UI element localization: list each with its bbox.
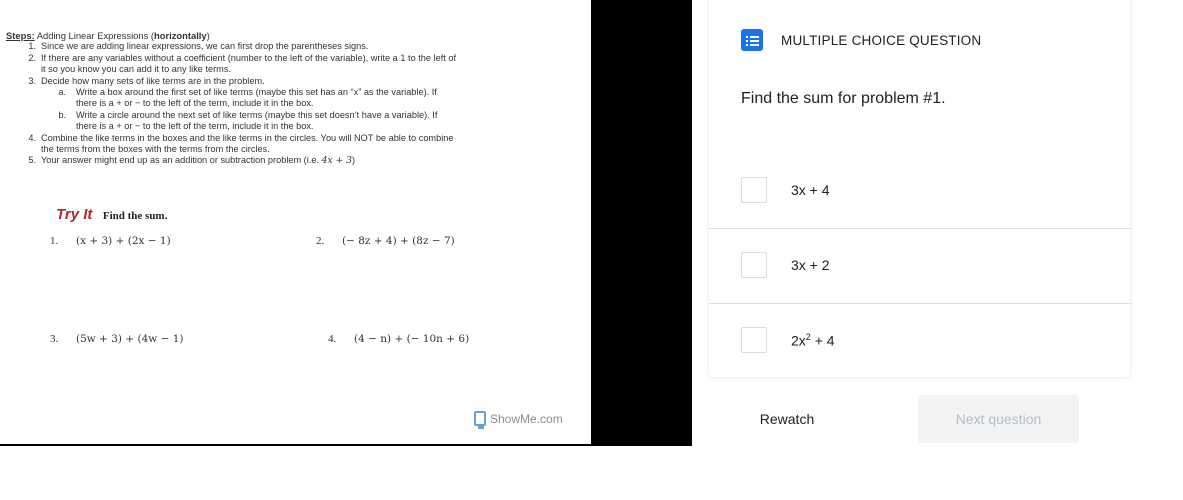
answer-option[interactable] <box>709 303 1132 378</box>
checkbox[interactable] <box>741 252 767 278</box>
step-item: 2. If there are any variables without a coefficient (number to the left of the variable), write a 1 to the left of it so you know you can add it to any like terms. <box>28 52 457 75</box>
showme-text: ShowMe.com <box>490 411 563 426</box>
try-it-instruction: Find the sum. <box>102 210 168 222</box>
checkbox[interactable] <box>741 327 767 353</box>
worksheet <box>6 30 486 167</box>
try-it-logo: Try It <box>56 206 93 223</box>
checkbox[interactable] <box>741 177 767 203</box>
heading-pre: Adding Linear Expressions ( <box>36 30 155 41</box>
showme-watermark <box>474 411 563 426</box>
heading-bold: horizontally <box>154 30 207 41</box>
heading-post: ) <box>206 30 210 41</box>
try-it-heading <box>56 206 167 224</box>
problem-3: 3. (5w + 3) + (4w − 1) <box>50 333 184 345</box>
showme-logo-icon <box>474 411 486 426</box>
option-label: 3x + 2 <box>791 257 830 273</box>
option-label: $2x^2 + 4$ <box>791 332 835 349</box>
question-card <box>708 0 1131 378</box>
problem-1: 1. (x + 3) + (2x − 1) <box>50 235 171 247</box>
answer-option[interactable] <box>709 228 1132 303</box>
video-border <box>0 444 692 446</box>
step-item: 1. Since we are adding linear expressions, we can first drop the parentheses signs. <box>28 41 369 52</box>
step5-math: 4x + 3 <box>321 155 352 167</box>
question-prompt: Find the sum for problem #1. <box>741 90 946 107</box>
rewatch-button[interactable]: Rewatch <box>739 396 835 442</box>
step-item: 5. Your answer might end up as an addition or subtraction problem (i.e. 4x + 3) <box>28 155 356 167</box>
steps-label: Steps: <box>6 30 35 41</box>
video-letterbox <box>591 0 692 446</box>
step-item: 3. Decide how many sets of like terms are in the problem. <box>28 75 265 86</box>
option-label: 3x + 4 <box>791 182 830 198</box>
answer-option[interactable] <box>709 153 1132 228</box>
next-question-button[interactable]: Next question <box>918 395 1079 443</box>
list-icon <box>741 29 763 51</box>
problem-4: 4. (4 − n) + (− 10n + 6) <box>328 333 470 345</box>
steps-heading <box>6 30 486 41</box>
problem-2: 2. (− 8z + 4) + (8z − 7) <box>316 235 455 247</box>
substep-item: b. Write a circle around the next set of like terms (maybe this set doesn’t have a variable). If there is a + or − to the left of the term, include it in the box. <box>58 109 438 132</box>
step-item: 4. Combine the like terms in the boxes and the like terms in the circles. You will NOT be able to combine the terms from the boxes with the terms from the circles. <box>28 132 454 155</box>
question-type-label: MULTIPLE CHOICE QUESTION <box>781 33 982 48</box>
substep-item: a. Write a box around the first set of like terms (maybe this set has an “x” as the variable). If there is a + or − to the left of the term, include it in the box. <box>58 87 437 109</box>
